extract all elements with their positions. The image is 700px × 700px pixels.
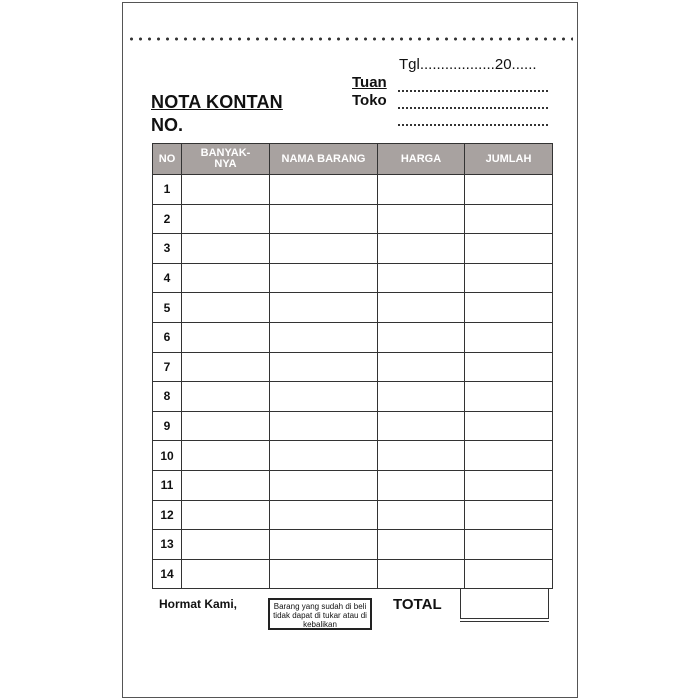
item-name-cell[interactable] bbox=[270, 234, 378, 264]
amount-cell[interactable] bbox=[465, 441, 553, 471]
quantity-cell[interactable] bbox=[182, 559, 270, 589]
row-number-cell: 3 bbox=[153, 234, 182, 264]
store-dotted-line bbox=[398, 104, 548, 109]
price-cell[interactable] bbox=[378, 411, 465, 441]
total-amount-field[interactable] bbox=[460, 589, 549, 618]
customer-dotted-line bbox=[398, 87, 548, 92]
table-header-row bbox=[153, 144, 553, 175]
total-underline bbox=[460, 618, 549, 619]
table-row bbox=[153, 559, 553, 589]
table-row bbox=[153, 530, 553, 560]
quantity-cell[interactable] bbox=[182, 204, 270, 234]
table-row bbox=[153, 234, 553, 264]
price-cell[interactable] bbox=[378, 263, 465, 293]
quantity-cell[interactable] bbox=[182, 234, 270, 264]
item-name-cell[interactable] bbox=[270, 382, 378, 412]
amount-cell[interactable] bbox=[465, 411, 553, 441]
row-number-cell: 4 bbox=[153, 263, 182, 293]
price-cell[interactable] bbox=[378, 352, 465, 382]
quantity-cell[interactable] bbox=[182, 470, 270, 500]
column-header-quantity: BANYAK- NYA bbox=[182, 144, 270, 175]
amount-cell[interactable] bbox=[465, 175, 553, 205]
table-row bbox=[153, 322, 553, 352]
amount-cell[interactable] bbox=[465, 263, 553, 293]
item-name-cell[interactable] bbox=[270, 411, 378, 441]
price-cell[interactable] bbox=[378, 500, 465, 530]
table-row bbox=[153, 470, 553, 500]
row-number-cell: 12 bbox=[153, 500, 182, 530]
row-number-cell: 13 bbox=[153, 530, 182, 560]
item-name-cell[interactable] bbox=[270, 441, 378, 471]
amount-cell[interactable] bbox=[465, 500, 553, 530]
column-header-no: NO bbox=[153, 144, 182, 175]
item-name-cell[interactable] bbox=[270, 322, 378, 352]
table-row bbox=[153, 411, 553, 441]
item-name-cell[interactable] bbox=[270, 263, 378, 293]
price-cell[interactable] bbox=[378, 382, 465, 412]
item-name-cell[interactable] bbox=[270, 293, 378, 323]
table-row bbox=[153, 263, 553, 293]
item-name-cell[interactable] bbox=[270, 559, 378, 589]
store-label: Toko bbox=[352, 92, 387, 109]
customer-label: Tuan bbox=[352, 74, 387, 91]
return-policy-notice: Barang yang sudah di beli tidak dapat di tukar atau di kebalikan bbox=[268, 598, 372, 630]
column-header-item-name: NAMA BARANG bbox=[270, 144, 378, 175]
item-name-cell[interactable] bbox=[270, 175, 378, 205]
column-header-amount: JUMLAH bbox=[465, 144, 553, 175]
quantity-cell[interactable] bbox=[182, 322, 270, 352]
row-number-cell: 5 bbox=[153, 293, 182, 323]
price-cell[interactable] bbox=[378, 234, 465, 264]
table-row bbox=[153, 352, 553, 382]
price-cell[interactable] bbox=[378, 530, 465, 560]
quantity-cell[interactable] bbox=[182, 441, 270, 471]
items-table bbox=[152, 143, 553, 589]
price-cell[interactable] bbox=[378, 175, 465, 205]
amount-cell[interactable] bbox=[465, 204, 553, 234]
total-double-underline bbox=[460, 621, 549, 622]
row-number-cell: 14 bbox=[153, 559, 182, 589]
price-cell[interactable] bbox=[378, 441, 465, 471]
table-row bbox=[153, 382, 553, 412]
quantity-cell[interactable] bbox=[182, 263, 270, 293]
amount-cell[interactable] bbox=[465, 322, 553, 352]
page-title: NOTA KONTAN bbox=[151, 92, 283, 112]
price-cell[interactable] bbox=[378, 559, 465, 589]
row-number-cell: 10 bbox=[153, 441, 182, 471]
item-name-cell[interactable] bbox=[270, 530, 378, 560]
amount-cell[interactable] bbox=[465, 470, 553, 500]
receipt-page bbox=[122, 2, 578, 698]
amount-cell[interactable] bbox=[465, 352, 553, 382]
row-number-cell: 9 bbox=[153, 411, 182, 441]
total-label: TOTAL bbox=[393, 596, 442, 613]
signature-label: Hormat Kami, bbox=[159, 597, 238, 611]
price-cell[interactable] bbox=[378, 322, 465, 352]
item-name-cell[interactable] bbox=[270, 352, 378, 382]
row-number-cell: 7 bbox=[153, 352, 182, 382]
quantity-cell[interactable] bbox=[182, 352, 270, 382]
table-row bbox=[153, 204, 553, 234]
receipt-number-label: NO. bbox=[151, 115, 184, 135]
amount-cell[interactable] bbox=[465, 530, 553, 560]
price-cell[interactable] bbox=[378, 204, 465, 234]
quantity-cell[interactable] bbox=[182, 382, 270, 412]
table-row bbox=[153, 500, 553, 530]
date-label: Tgl..................20...... bbox=[399, 56, 537, 73]
quantity-cell[interactable] bbox=[182, 530, 270, 560]
row-number-cell: 2 bbox=[153, 204, 182, 234]
table-row bbox=[153, 441, 553, 471]
row-number-cell: 6 bbox=[153, 322, 182, 352]
amount-cell[interactable] bbox=[465, 234, 553, 264]
item-name-cell[interactable] bbox=[270, 204, 378, 234]
table-row bbox=[153, 175, 553, 205]
table-row bbox=[153, 293, 553, 323]
row-number-cell: 1 bbox=[153, 175, 182, 205]
perforation-line bbox=[127, 37, 573, 41]
price-cell[interactable] bbox=[378, 293, 465, 323]
quantity-cell[interactable] bbox=[182, 411, 270, 441]
amount-cell[interactable] bbox=[465, 382, 553, 412]
row-number-cell: 11 bbox=[153, 470, 182, 500]
quantity-cell[interactable] bbox=[182, 175, 270, 205]
price-cell[interactable] bbox=[378, 470, 465, 500]
extra-dotted-line bbox=[398, 121, 548, 126]
column-header-price: HARGA bbox=[378, 144, 465, 175]
amount-cell[interactable] bbox=[465, 559, 553, 589]
amount-cell[interactable] bbox=[465, 293, 553, 323]
item-name-cell[interactable] bbox=[270, 500, 378, 530]
quantity-cell[interactable] bbox=[182, 293, 270, 323]
quantity-cell[interactable] bbox=[182, 500, 270, 530]
row-number-cell: 8 bbox=[153, 382, 182, 412]
item-name-cell[interactable] bbox=[270, 470, 378, 500]
